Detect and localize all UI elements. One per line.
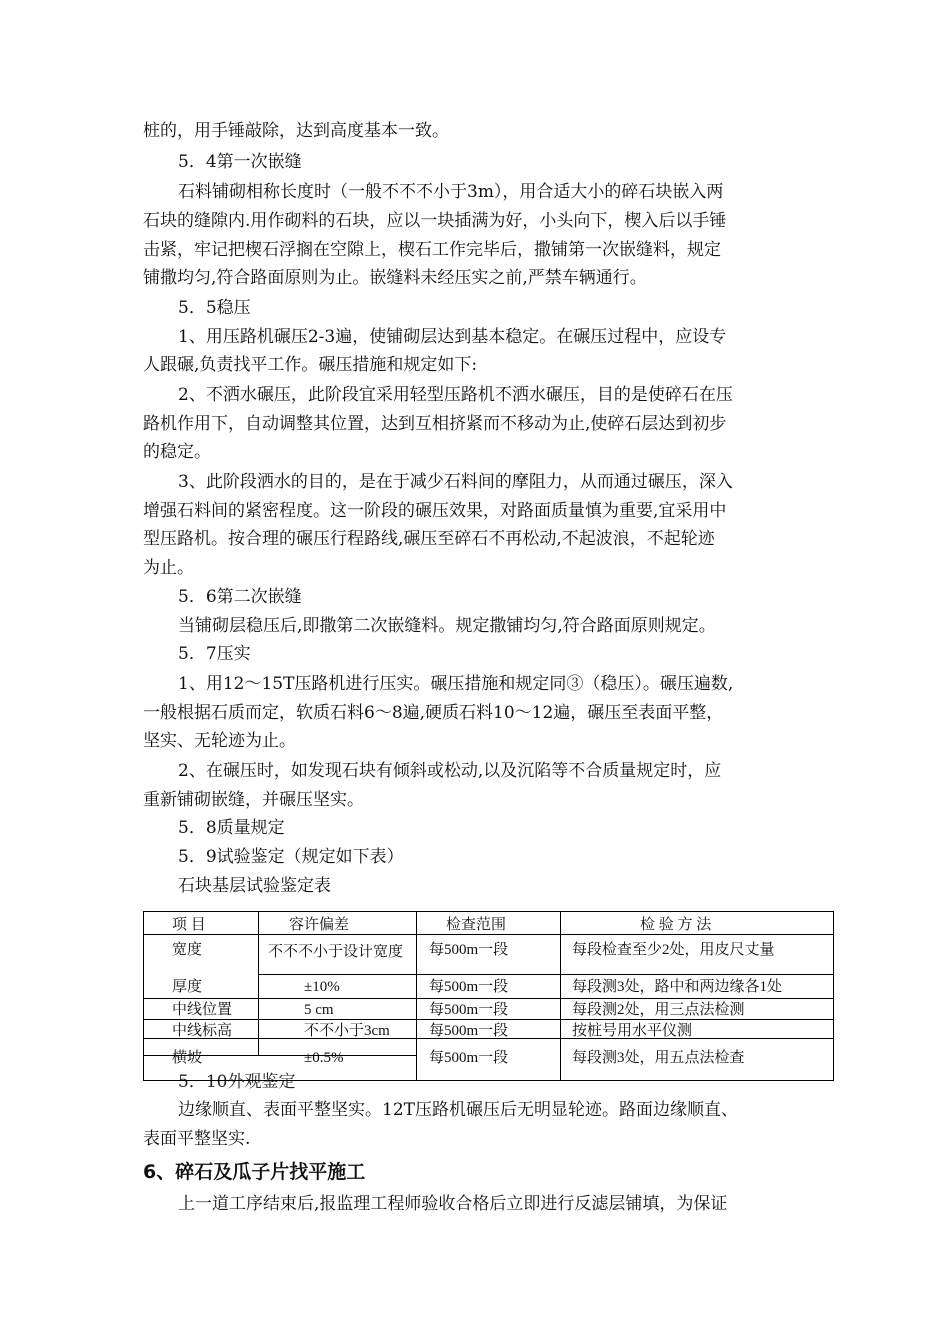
table-cell: 按桩号用水平仪测: [572, 1023, 693, 1039]
table-cell: 每500m一段: [429, 942, 509, 958]
paragraph-line: 增强石料间的紧密程度。这一阶段的碾压效果，对路面质量慎为重要,宜采用中: [143, 501, 727, 521]
paragraph-line: 击紧，牢记把楔石浮搁在空隙上，楔石工作完毕后，撒铺第一次嵌缝料，规定: [143, 240, 721, 260]
subsection-heading: 5．6第二次嵌缝: [178, 587, 302, 607]
table-row-divider: [258, 974, 833, 975]
subsection-heading: 5．9试验鉴定（规定如下表）: [178, 847, 404, 867]
subsection-heading: 5．7压实: [178, 644, 251, 664]
paragraph-line: 3、此阶段洒水的目的，是在于减少石料间的摩阻力，从而通过碾压，深入: [178, 472, 733, 492]
table-cell: 每段测3处，路中和两边缘各1处: [572, 979, 783, 995]
subsection-heading: 5．5稳压: [178, 298, 251, 318]
table-header: 检 验 方 法: [640, 917, 712, 933]
table-cell: 厚度: [172, 979, 203, 995]
table-cell: ±0.5%: [304, 1050, 344, 1066]
table-cell: 不不小于3cm: [304, 1023, 390, 1039]
paragraph-line: 型压路机。按合理的碾压行程路线,碾压至碎石不再松动,不起波浪，不起轮迹: [143, 529, 715, 549]
table-cell: 宽度: [172, 942, 203, 958]
paragraph-line: 为止。: [143, 558, 194, 578]
table-cell: 每段测2处，用三点法检测: [572, 1002, 745, 1018]
paragraph-line: 石料铺砌相称长度时（一般不不不小于3m），用合适大小的碎石块嵌入两: [178, 182, 724, 202]
table-cell: 5 cm: [304, 1002, 334, 1018]
inspection-table: [143, 911, 834, 1081]
paragraph-line: 表面平整坚实.: [143, 1129, 251, 1149]
paragraph-line: 路机作用下，自动调整其位置，达到互相挤紧而不移动为止,使碎石层达到初步: [143, 414, 727, 434]
paragraph-line: 人跟碾,负责找平工作。碾压措施和规定如下:: [143, 355, 478, 375]
paragraph-line: 重新铺砌嵌缝，并碾压坚实。: [143, 790, 364, 810]
table-column-divider: [416, 912, 417, 1081]
paragraph-line: 当铺砌层稳压后,即撒第二次嵌缝料。规定撒铺均匀,符合路面原则规定。: [178, 616, 716, 636]
table-header: 检查范围: [446, 917, 507, 933]
table-cell: 每500m一段: [429, 1050, 509, 1066]
table-cell: 每500m一段: [429, 1002, 509, 1018]
paragraph-line: 1、用压路机碾压2-3遍，使铺砌层达到基本稳定。在碾压过程中，应设专: [178, 327, 727, 347]
table-column-divider: [560, 912, 561, 1081]
table-cell: 不不不小于设计宽度: [268, 944, 404, 960]
paragraph-line: 石块的缝隙内.用作砌料的石块，应以一块插满为好，小头向下，楔入后以手锤: [143, 211, 727, 231]
table-cell: 横坡: [172, 1050, 203, 1066]
table-cell: 每500m一段: [429, 979, 509, 995]
table-cell: ±10%: [304, 979, 340, 995]
table-cell: 中线位置: [172, 1002, 233, 1018]
table-caption: 石块基层试验鉴定表: [178, 876, 331, 896]
subsection-heading: 5．8质量规定: [178, 818, 285, 838]
paragraph-line: 边缘顺直、表面平整坚实。12T压路机碾压后无明显轮迹。路面边缘顺直、: [178, 1100, 738, 1120]
table-cell: 每段检查至少2处，用皮尺丈量: [572, 942, 775, 958]
paragraph-line: 的稳定。: [143, 442, 211, 462]
subsection-heading-obscured: 5．10外观鉴定: [178, 1072, 296, 1092]
section-heading: 6、碎石及瓜子片找平施工: [143, 1161, 366, 1183]
table-cell: 每500m一段: [429, 1023, 509, 1039]
paragraph-line: 2、在碾压时，如发现石块有倾斜或松动,以及沉陷等不合质量规定时，应: [178, 761, 722, 781]
table-row-divider: [144, 934, 833, 935]
paragraph-line: 2、不洒水碾压，此阶段宜采用轻型压路机不洒水碾压，目的是使碎石在压: [178, 385, 733, 405]
table-cell: 每段测3处，用五点法检查: [572, 1050, 745, 1066]
paragraph-line: 铺撒均匀,符合路面原则为止。嵌缝料未经压实之前,严禁车辆通行。: [143, 268, 647, 288]
table-cell: 中线标高: [172, 1023, 233, 1039]
paragraph-line: 上一道工序结束后,报监理工程师验收合格后立即进行反滤层铺填，为保证: [178, 1194, 728, 1214]
subsection-heading: 5．4第一次嵌缝: [178, 152, 302, 172]
table-row-divider: [144, 998, 833, 999]
table-header: 项 目: [172, 917, 206, 933]
paragraph-line: 1、用12～15T压路机进行压实。碾压措施和规定同③（稳压）。碾压遍数,: [178, 674, 734, 694]
table-row-divider: [144, 1019, 833, 1020]
paragraph-line: 坚实、无轮迹为止。: [143, 731, 296, 751]
paragraph-line: 桩的，用手锤敲除，达到高度基本一致。: [143, 121, 449, 141]
table-header: 容许偏差: [289, 917, 350, 933]
paragraph-line: 一般根据石质而定，软质石料6～8遍,硬质石料10～12遍，碾压至表面平整，: [143, 703, 724, 723]
